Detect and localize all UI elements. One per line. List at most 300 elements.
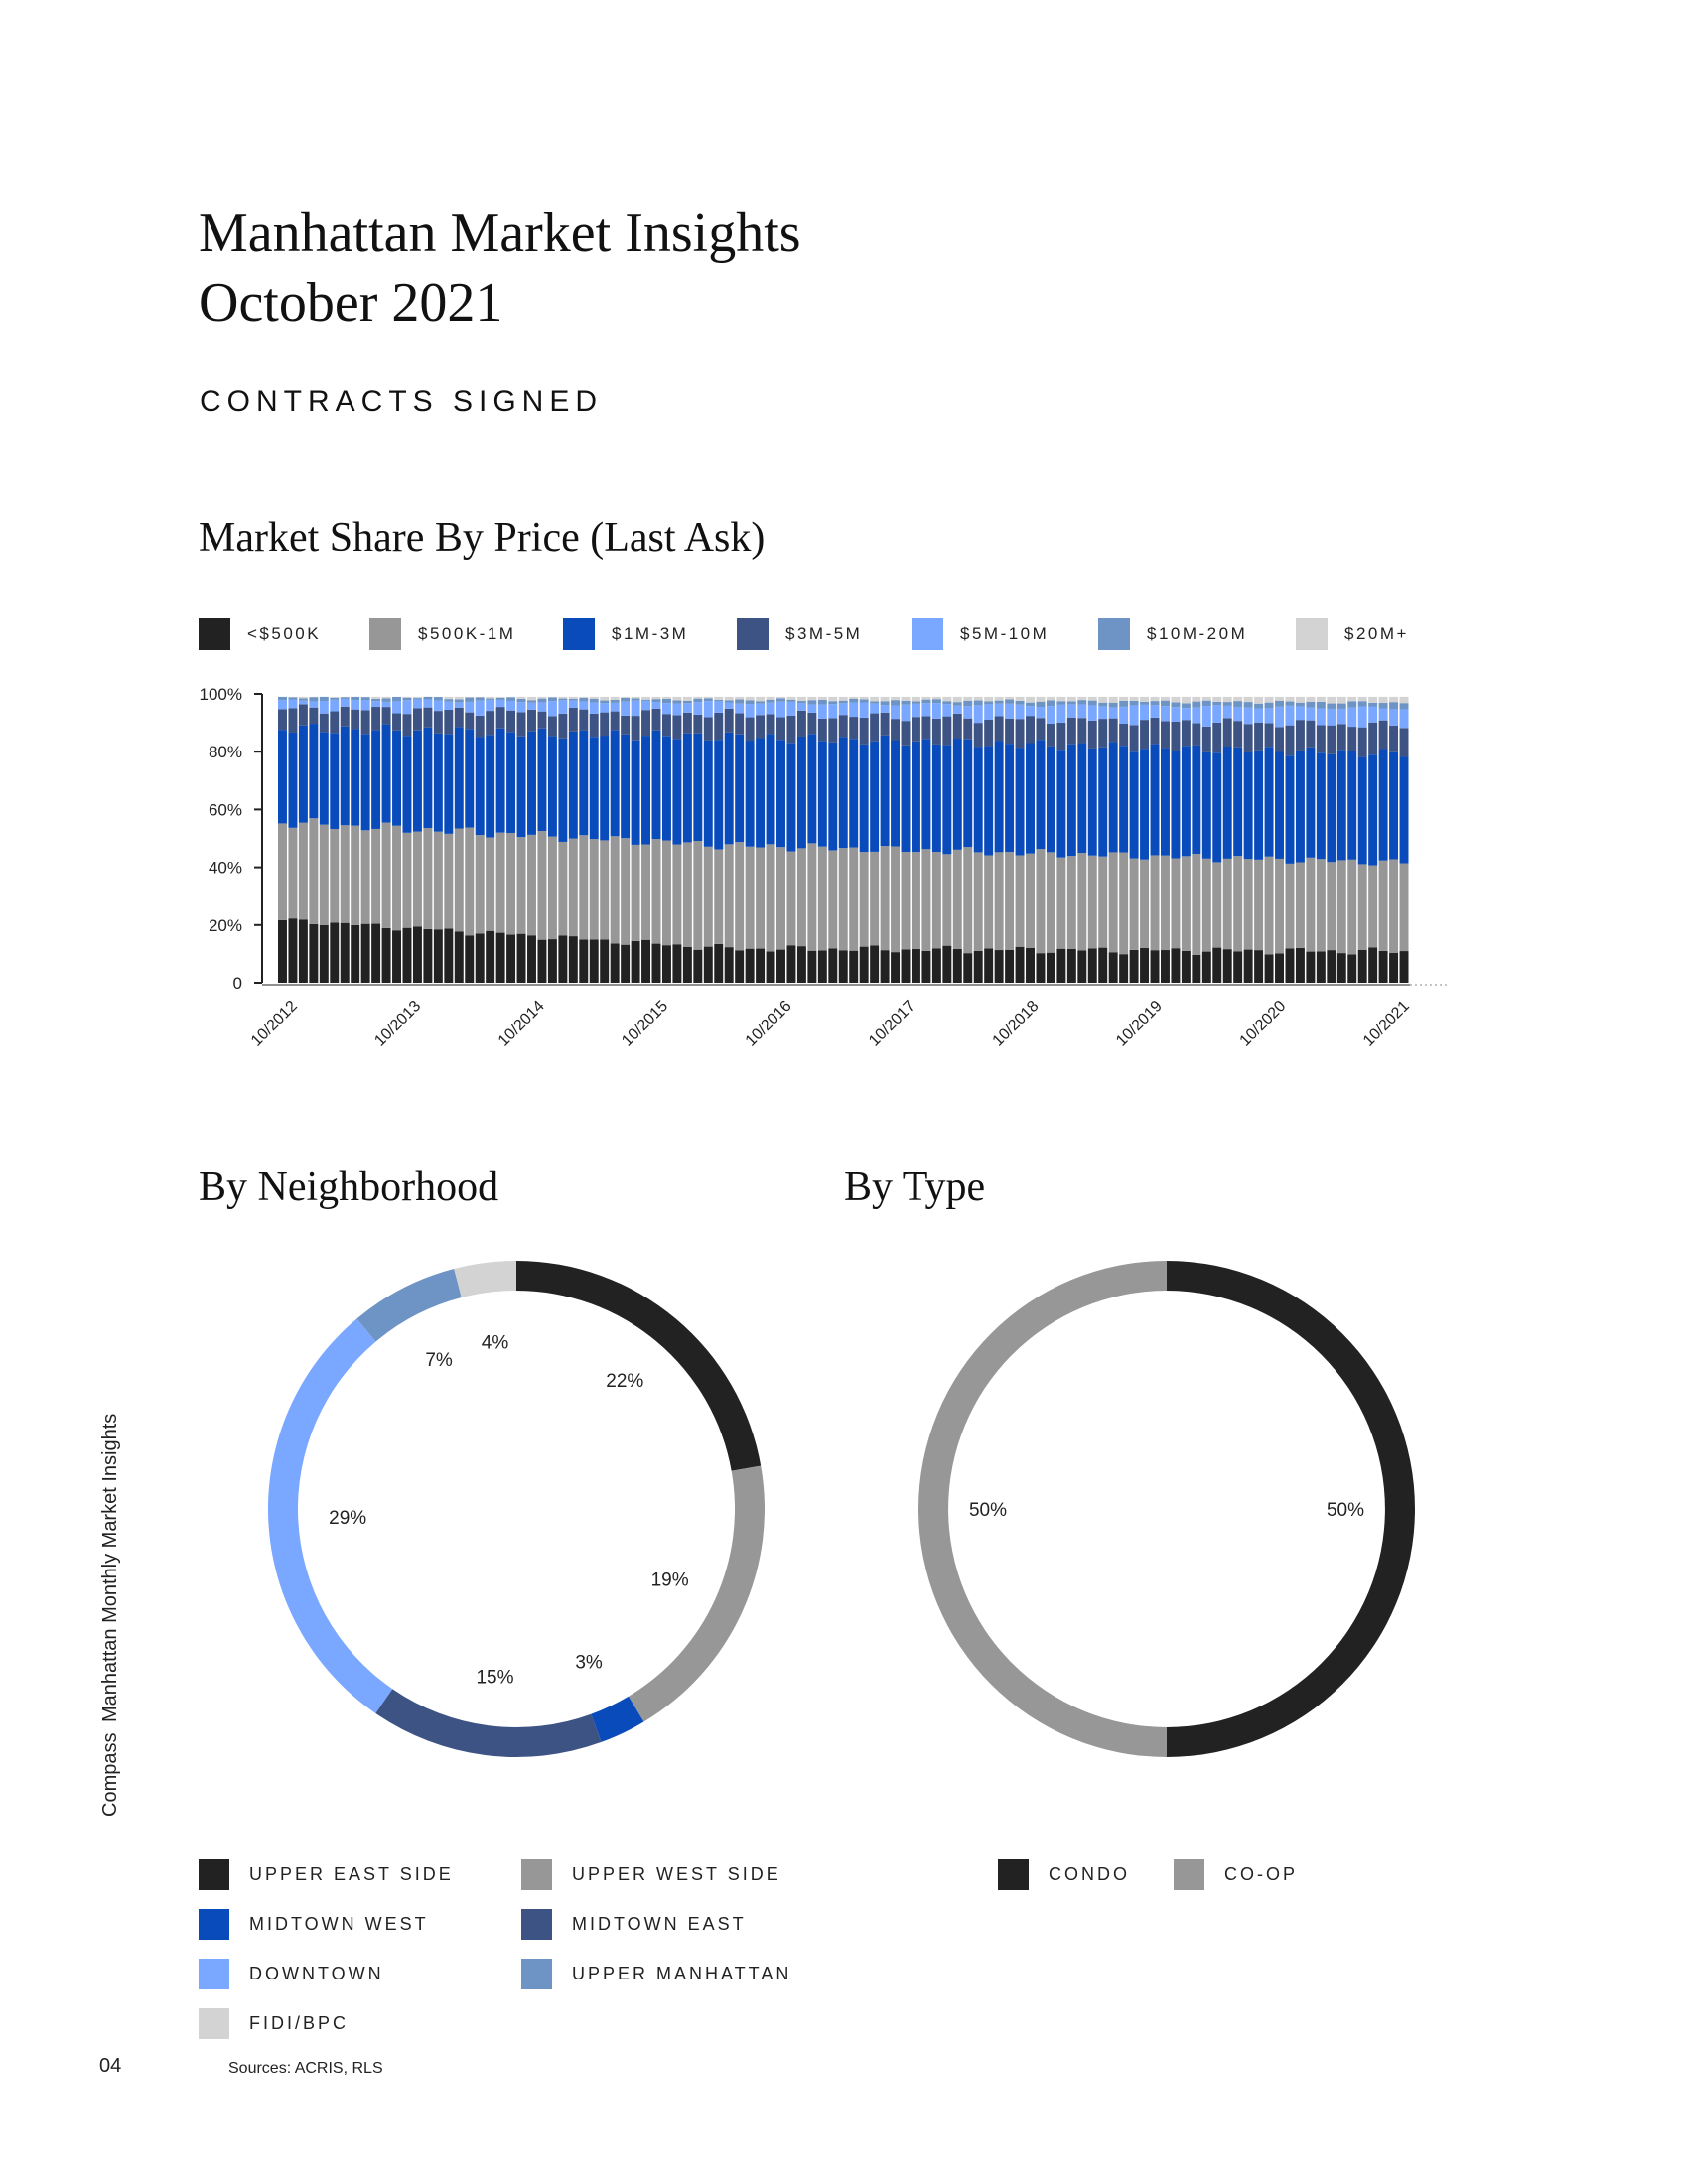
bar-segment (1098, 707, 1107, 719)
bar-segment (1265, 703, 1274, 709)
bar-segment (849, 717, 858, 739)
bar-segment (569, 839, 578, 937)
bar-segment (1400, 951, 1409, 983)
bar-segment (611, 712, 620, 731)
bar-segment (1347, 751, 1356, 860)
bar-segment (1098, 719, 1107, 748)
bar-segment (1212, 723, 1221, 752)
bar-segment (921, 700, 930, 704)
bar-segment (849, 697, 858, 699)
bar-segment (1067, 949, 1076, 983)
bar-segment (1056, 750, 1065, 858)
bar-segment (600, 713, 609, 736)
bar-segment (455, 829, 464, 932)
bar-segment (767, 844, 775, 951)
bar-segment (476, 697, 485, 698)
bar-segment (1005, 852, 1014, 950)
bar-segment (1130, 705, 1139, 725)
bar-segment (455, 702, 464, 707)
bar-segment (932, 703, 941, 719)
bar-segment (1161, 697, 1170, 701)
bar-segment (683, 734, 692, 843)
bar-segment (786, 702, 795, 716)
x-tick-label: 10/2012 (247, 997, 301, 1050)
bar-segment (1327, 950, 1336, 983)
bar-segment (1286, 755, 1295, 864)
bar-segment (870, 742, 879, 852)
bar-segment (1109, 742, 1118, 852)
bar-segment (361, 924, 370, 983)
bar-segment (579, 698, 588, 701)
bar-segment (797, 946, 806, 983)
bar-segment (476, 835, 485, 933)
bar-segment (1067, 697, 1076, 702)
bar-segment (767, 697, 775, 700)
bar-segment (455, 931, 464, 983)
bar-segment (652, 839, 661, 944)
bar-segment (496, 707, 505, 729)
price-chart-title: Market Share By Price (Last Ask) (199, 515, 766, 561)
bar-segment (767, 700, 775, 703)
bar-segment (693, 699, 702, 703)
bar-segment (860, 699, 869, 702)
bar-segment (434, 697, 443, 700)
bar-segment (797, 711, 806, 737)
bar-segment (818, 697, 827, 700)
bar-segment (797, 701, 806, 703)
bar-segment (1254, 950, 1263, 983)
bar-segment (860, 703, 869, 718)
bar-segment (714, 700, 723, 701)
bar-segment (590, 697, 599, 699)
bar-segment (1223, 706, 1232, 718)
type-chart-title: By Type (844, 1164, 986, 1210)
bar-segment (1223, 697, 1232, 702)
bar-segment (423, 700, 432, 708)
bar-segment (953, 706, 962, 714)
bar-segment (1119, 707, 1128, 724)
bar-segment (1171, 751, 1180, 858)
legend-swatch (199, 1909, 229, 1940)
bar-segment (828, 701, 837, 704)
bar-segment (1182, 708, 1191, 720)
bar-segment (309, 724, 318, 818)
bar-segment (963, 847, 972, 953)
bar-segment (1275, 859, 1284, 953)
bar-segment (902, 701, 911, 705)
bar-segment (320, 732, 329, 824)
bar-segment (330, 733, 339, 829)
bar-segment (309, 924, 318, 983)
bar-segment (776, 697, 785, 698)
bar-segment (403, 697, 412, 698)
bar-segment (1161, 749, 1170, 856)
bar-segment (839, 697, 848, 701)
bar-segment (693, 950, 702, 983)
bar-segment (299, 701, 308, 705)
bar-segment (548, 697, 557, 701)
bar-segment (579, 701, 588, 709)
bar-segment (953, 702, 962, 706)
legend-item (1296, 617, 1409, 651)
bar-segment (548, 701, 557, 716)
bar-segment (465, 828, 474, 936)
bar-segment (1368, 697, 1377, 703)
bar-segment (767, 714, 775, 734)
bar-segment (1254, 751, 1263, 860)
bar-segment (1317, 726, 1326, 753)
bar-segment (361, 700, 370, 710)
bar-segment (371, 707, 380, 730)
bar-segment (953, 739, 962, 850)
legend-item (998, 1858, 1130, 1890)
side-text-brand: Compass (99, 1732, 121, 1817)
bar-segment (1016, 719, 1025, 748)
bar-segment (881, 950, 890, 983)
bar-segment (600, 840, 609, 939)
bar-segment (1347, 708, 1356, 727)
bar-segment (382, 698, 391, 702)
bar-segment (1358, 864, 1367, 949)
bar-segment (1389, 697, 1398, 702)
bar-segment (860, 852, 869, 947)
bar-segment (611, 836, 620, 943)
bar-segment (1286, 726, 1295, 756)
bar-segment (932, 745, 941, 852)
bar-segment (330, 922, 339, 983)
bar-segment (818, 741, 827, 846)
bar-segment (476, 737, 485, 835)
bar-segment (1140, 697, 1149, 702)
bar-segment (746, 700, 755, 704)
bar-segment (714, 697, 723, 700)
bar-segment (652, 731, 661, 839)
bar-segment (1151, 744, 1160, 855)
bar-segment (1047, 953, 1055, 983)
bar-segment (891, 952, 900, 983)
bar-segment (1036, 697, 1045, 702)
bar-segment (662, 699, 671, 703)
bar-segment (1265, 747, 1274, 857)
bar-segment (1296, 703, 1305, 707)
bar-segment (1400, 864, 1409, 952)
slice-label: 29% (329, 1508, 367, 1530)
bar-segment (1379, 708, 1388, 720)
bar-segment (1140, 860, 1149, 948)
bar-segment (776, 718, 785, 741)
bar-segment (1296, 948, 1305, 983)
bar-segment (1077, 697, 1086, 700)
bar-segment (1400, 703, 1409, 709)
bar-segment (1098, 748, 1107, 857)
bar-segment (1368, 754, 1377, 865)
legend-label: UPPER EAST SIDE (249, 1863, 454, 1884)
bar-segment (776, 698, 785, 702)
bar-segment (341, 707, 350, 727)
bar-segment (995, 704, 1004, 717)
bar-segment (1212, 862, 1221, 947)
bar-segment (652, 697, 661, 699)
bar-segment (278, 697, 287, 700)
bar-segment (1317, 752, 1326, 859)
bar-segment (1016, 705, 1025, 719)
bar-segment (1016, 701, 1025, 705)
bar-segment (1036, 740, 1045, 849)
bar-segment (1337, 750, 1346, 860)
bar-segment (1306, 702, 1315, 708)
bar-segment (995, 717, 1004, 742)
x-tick-label: 10/2021 (1359, 997, 1413, 1050)
legend-label: $20M+ (1344, 624, 1409, 643)
price-chart (179, 685, 1509, 1102)
bar-segment (1400, 728, 1409, 756)
bar-segment (299, 697, 308, 699)
x-tick-label: 10/2019 (1113, 997, 1166, 1050)
bar-segment (600, 939, 609, 983)
legend-item (737, 617, 862, 651)
bar-segment (611, 700, 620, 703)
bar-segment (776, 740, 785, 847)
bar-segment (860, 745, 869, 852)
bar-segment (912, 852, 920, 949)
bar-segment (1005, 699, 1014, 703)
legend-swatch (199, 1859, 229, 1890)
bar-segment (600, 697, 609, 701)
bar-segment (735, 699, 744, 703)
legend-item (521, 1958, 791, 1989)
legend-swatch (737, 618, 769, 650)
bar-segment (881, 713, 890, 736)
bar-segment (1182, 697, 1191, 704)
bar-segment (506, 833, 515, 935)
bar-segment (330, 712, 339, 734)
bar-segment (942, 746, 951, 855)
bar-segment (641, 736, 650, 844)
bar-segment (1254, 723, 1263, 751)
bar-segment (1151, 950, 1160, 983)
bar-segment (558, 714, 567, 739)
bar-segment (299, 823, 308, 920)
legend-swatch (521, 1959, 552, 1989)
bar-segment (1233, 748, 1242, 856)
bar-segment (1067, 704, 1076, 717)
bar-segment (1047, 706, 1055, 724)
bar-segment (1077, 705, 1086, 719)
bar-segment (902, 705, 911, 721)
bar-segment (1151, 697, 1160, 701)
bar-segment (330, 698, 339, 700)
bar-segment (942, 946, 951, 983)
bar-segment (590, 939, 599, 983)
bar-segment (299, 698, 308, 700)
bar-segment (423, 929, 432, 983)
bar-segment (403, 698, 412, 701)
legend-swatch (521, 1909, 552, 1940)
bar-segment (548, 697, 557, 698)
bar-segment (786, 743, 795, 851)
bar-segment (1286, 702, 1295, 706)
bar-segment (1016, 947, 1025, 983)
legend-item (912, 617, 1049, 651)
bar-segment (1317, 951, 1326, 983)
bar-segment (1358, 701, 1367, 706)
bar-segment (496, 833, 505, 933)
bar-segment (1077, 700, 1086, 705)
legend-label: DOWNTOWN (249, 1963, 384, 1983)
bar-segment (413, 708, 422, 730)
bar-segment (548, 716, 557, 736)
side-running-title (99, 1300, 129, 1817)
bar-segment (1296, 706, 1305, 720)
bar-segment (1212, 697, 1221, 702)
sources-note: Sources: ACRIS, RLS (228, 2060, 383, 2077)
bar-segment (590, 703, 599, 714)
bar-segment (486, 699, 494, 700)
bar-segment (537, 697, 546, 699)
bar-segment (1317, 709, 1326, 726)
bar-segment (984, 948, 993, 983)
bar-segment (569, 936, 578, 983)
bar-segment (786, 852, 795, 946)
bar-segment (1036, 707, 1045, 718)
bar-segment (891, 705, 900, 719)
legend-label: <$500K (247, 624, 322, 643)
bar-segment (1130, 751, 1139, 858)
bar-segment (1047, 697, 1055, 701)
bar-segment (818, 705, 827, 719)
side-text-publication: Manhattan Monthly Market Insights (99, 1413, 121, 1722)
legend-label: UPPER MANHATTAN (572, 1963, 792, 1983)
bar-segment (278, 730, 287, 823)
bar-segment (1192, 854, 1200, 955)
bar-segment (1119, 853, 1128, 955)
bar-segment (1056, 723, 1065, 750)
bar-segment (995, 697, 1004, 701)
legend-item (563, 617, 688, 651)
bar-segment (1265, 723, 1274, 747)
bar-segment (870, 697, 879, 701)
bar-segment (611, 943, 620, 983)
bar-segment (413, 698, 422, 699)
bar-segment (725, 733, 734, 845)
bar-segment (1389, 859, 1398, 953)
bar-segment (309, 818, 318, 924)
bar-segment (672, 704, 681, 716)
bar-segment (1026, 706, 1035, 716)
bar-segment (1379, 750, 1388, 861)
bar-segment (278, 823, 287, 919)
legend-item (199, 2007, 349, 2039)
bar-segment (434, 711, 443, 734)
bar-segment (683, 713, 692, 734)
bar-segment (756, 949, 765, 983)
bar-segment (496, 933, 505, 983)
bar-segment (1026, 703, 1035, 707)
bar-segment (849, 702, 858, 717)
bar-segment (921, 697, 930, 700)
bar-segment (1212, 705, 1221, 723)
donut-slice (516, 1261, 761, 1471)
bar-segment (1306, 748, 1315, 858)
bar-segment (1140, 749, 1149, 860)
y-tick-label: 80% (208, 743, 242, 762)
bar-segment (1202, 727, 1211, 752)
bar-segment (767, 951, 775, 983)
bar-segment (974, 951, 983, 983)
bar-segment (1192, 708, 1200, 724)
bar-segment (413, 927, 422, 983)
legend-swatch (199, 1959, 229, 1989)
bar-segment (371, 829, 380, 924)
bar-segment (506, 697, 515, 701)
bar-segment (1265, 954, 1274, 983)
bar-segment (1182, 720, 1191, 746)
bar-segment (891, 719, 900, 740)
bar-segment (921, 849, 930, 951)
bar-segment (1098, 703, 1107, 707)
bar-segment (672, 739, 681, 844)
bar-segment (1130, 697, 1139, 701)
legend-swatch (563, 618, 595, 650)
bar-segment (1223, 949, 1232, 983)
bar-segment (444, 702, 453, 710)
bar-segment (558, 935, 567, 983)
bar-segment (1223, 859, 1232, 949)
bar-segment (496, 697, 505, 698)
donut-slice (629, 1466, 765, 1722)
bar-segment (1317, 702, 1326, 709)
bar-segment (382, 697, 391, 698)
bar-segment (881, 846, 890, 950)
bar-segment (371, 924, 380, 983)
legend-swatch (1098, 618, 1130, 650)
bar-segment (527, 700, 536, 703)
bar-segment (963, 706, 972, 718)
bar-segment (444, 928, 453, 983)
bar-segment (1233, 721, 1242, 748)
bar-segment (1223, 747, 1232, 859)
bar-segment (351, 700, 359, 710)
bar-segment (1254, 704, 1263, 709)
bar-segment (537, 699, 546, 703)
bar-segment (756, 697, 765, 701)
bar-segment (1254, 697, 1263, 704)
bar-segment (953, 697, 962, 702)
bar-segment (1254, 709, 1263, 723)
bar-segment (912, 717, 920, 742)
bar-segment (1151, 701, 1160, 705)
bar-segment (309, 708, 318, 724)
bar-segment (693, 715, 702, 734)
x-tick-label: 10/2014 (494, 997, 548, 1050)
bar-segment (621, 735, 630, 838)
bar-segment (725, 947, 734, 983)
bar-segment (1296, 863, 1305, 948)
bar-segment (891, 700, 900, 705)
bar-segment (1275, 727, 1284, 751)
bar-segment (569, 708, 578, 732)
bar-segment (611, 703, 620, 712)
bar-segment (1202, 752, 1211, 859)
bar-segment (392, 826, 401, 931)
bar-segment (517, 702, 526, 712)
bar-segment (1067, 745, 1076, 856)
bar-segment (641, 940, 650, 983)
bar-segment (527, 703, 536, 710)
bar-segment (590, 699, 599, 703)
bar-segment (767, 703, 775, 715)
bar-segment (662, 703, 671, 714)
